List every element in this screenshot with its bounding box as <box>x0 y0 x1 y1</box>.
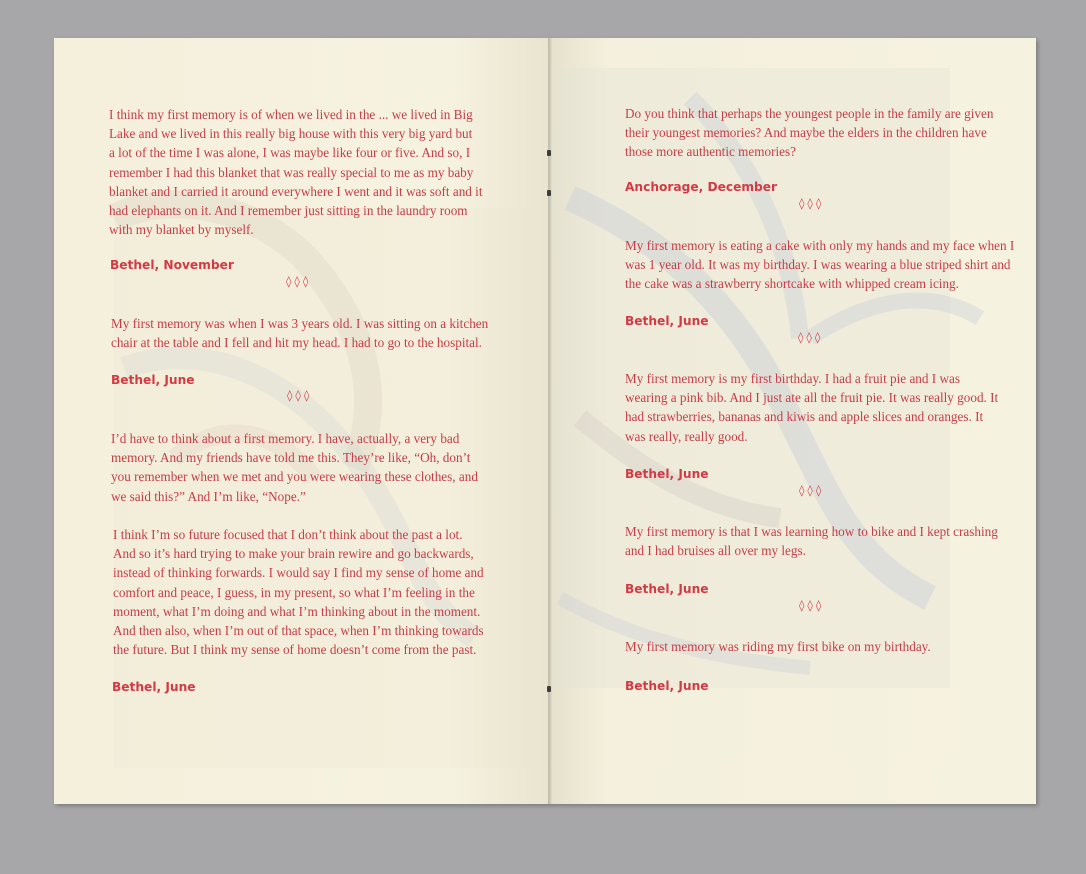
staple <box>547 686 551 692</box>
text-line: blanket and I carried it around everywhere I went and it was soft and it <box>109 183 483 199</box>
text-line: a lot of the time I was alone, I was maybe like four or five. And so, I <box>109 145 471 161</box>
text-line: My first memory was riding my first bike on my birthday. <box>625 639 931 654</box>
location-label: Bethel, June <box>112 680 196 694</box>
right-page <box>550 38 1036 804</box>
memory-text <box>625 104 993 162</box>
text-line: the future. But I think my sense of home doesn’t come from the past. <box>113 642 477 658</box>
memory-text <box>625 522 998 560</box>
memory-text <box>625 637 931 656</box>
text-line: I’d have to think about a first memory. I have, actually, a very bad <box>111 431 460 446</box>
location-label: Bethel, June <box>111 373 195 387</box>
text-line: had strawberries, bananas and kiwis and apple slices and oranges. It <box>625 409 984 425</box>
text-line: I think I’m so future focused that I don’t think about the past a lot. <box>113 527 463 542</box>
left-page <box>54 38 550 804</box>
location-label: Bethel, June <box>625 467 709 481</box>
text-line: the cake was a strawberry shortcake with whipped cream icing. <box>625 276 959 292</box>
text-line: And so it’s hard trying to make your brain rewire and go backwards, <box>113 546 474 562</box>
diamond-separator: ◊◊◊ <box>799 484 825 497</box>
memory-text <box>113 525 484 659</box>
staple <box>547 190 551 196</box>
location-label: Bethel, June <box>625 582 709 596</box>
text-line: My first memory is eating a cake with only my hands and my face when I <box>625 238 1015 253</box>
text-line: Do you think that perhaps the youngest people in the family are given <box>625 106 994 121</box>
memory-text <box>625 236 1014 294</box>
text-line: comfort and peace, I guess, in my present, so what I’m feeling in the <box>113 584 475 600</box>
text-line: and I had bruises all over my legs. <box>625 543 806 559</box>
text-line: with my blanket by myself. <box>109 222 254 238</box>
staple <box>547 150 551 156</box>
text-line: And then also, when I’m out of that space, when I’m thinking towards <box>113 623 484 639</box>
location-label: Bethel, June <box>625 679 709 693</box>
text-line: moment, what I’m doing and what I’m thinking about in the moment. <box>113 603 481 619</box>
text-line: you remember when we met and you were wearing these clothes, and <box>111 469 478 485</box>
text-line: My first memory was when I was 3 years old. I was sitting on a kitchen <box>111 316 489 331</box>
text-line: was 1 year old. It was my birthday. I was wearing a blue striped shirt and <box>625 257 1011 273</box>
memory-text <box>111 314 488 352</box>
text-line: was really, really good. <box>625 428 748 444</box>
text-line: had elephants on it. And I remember just sitting in the laundry room <box>109 203 468 219</box>
text-line: wearing a pink bib. And I just ate all the fruit pie. It was really good. It <box>625 390 999 406</box>
diamond-separator: ◊◊◊ <box>286 275 312 288</box>
memory-text <box>111 429 478 506</box>
text-line: we said this?” And I’m like, “Nope.” <box>111 488 306 504</box>
text-line: remember I had this blanket that was really special to me as my baby <box>109 164 474 180</box>
location-label: Bethel, November <box>110 258 234 272</box>
diamond-separator: ◊◊◊ <box>799 197 825 210</box>
location-label: Anchorage, December <box>625 180 778 194</box>
text-line: memory. And my friends have told me this. They’re like, “Oh, don’t <box>111 450 471 466</box>
text-line: those more authentic memories? <box>625 144 797 160</box>
memory-text <box>109 105 483 239</box>
text-line: instead of thinking forwards. I would say I find my sense of home and <box>113 565 484 581</box>
text-line: chair at the table and I fell and hit my head. I had to go to the hospital. <box>111 335 482 351</box>
text-line: My first memory is that I was learning how to bike and I kept crashing <box>625 524 998 539</box>
text-line: My first memory is my first birthday. I had a fruit pie and I was <box>625 371 960 386</box>
location-label: Bethel, June <box>625 314 709 328</box>
memory-text <box>625 369 998 446</box>
diamond-separator: ◊◊◊ <box>287 389 313 402</box>
text-line: Lake and we lived in this really big house with this very big yard but <box>109 126 473 142</box>
text-line: their youngest memories? And maybe the elders in the children have <box>625 125 987 141</box>
diamond-separator: ◊◊◊ <box>798 331 824 344</box>
diamond-separator: ◊◊◊ <box>799 599 825 612</box>
text-line: I think my first memory is of when we lived in the ... we lived in Big <box>109 107 473 122</box>
